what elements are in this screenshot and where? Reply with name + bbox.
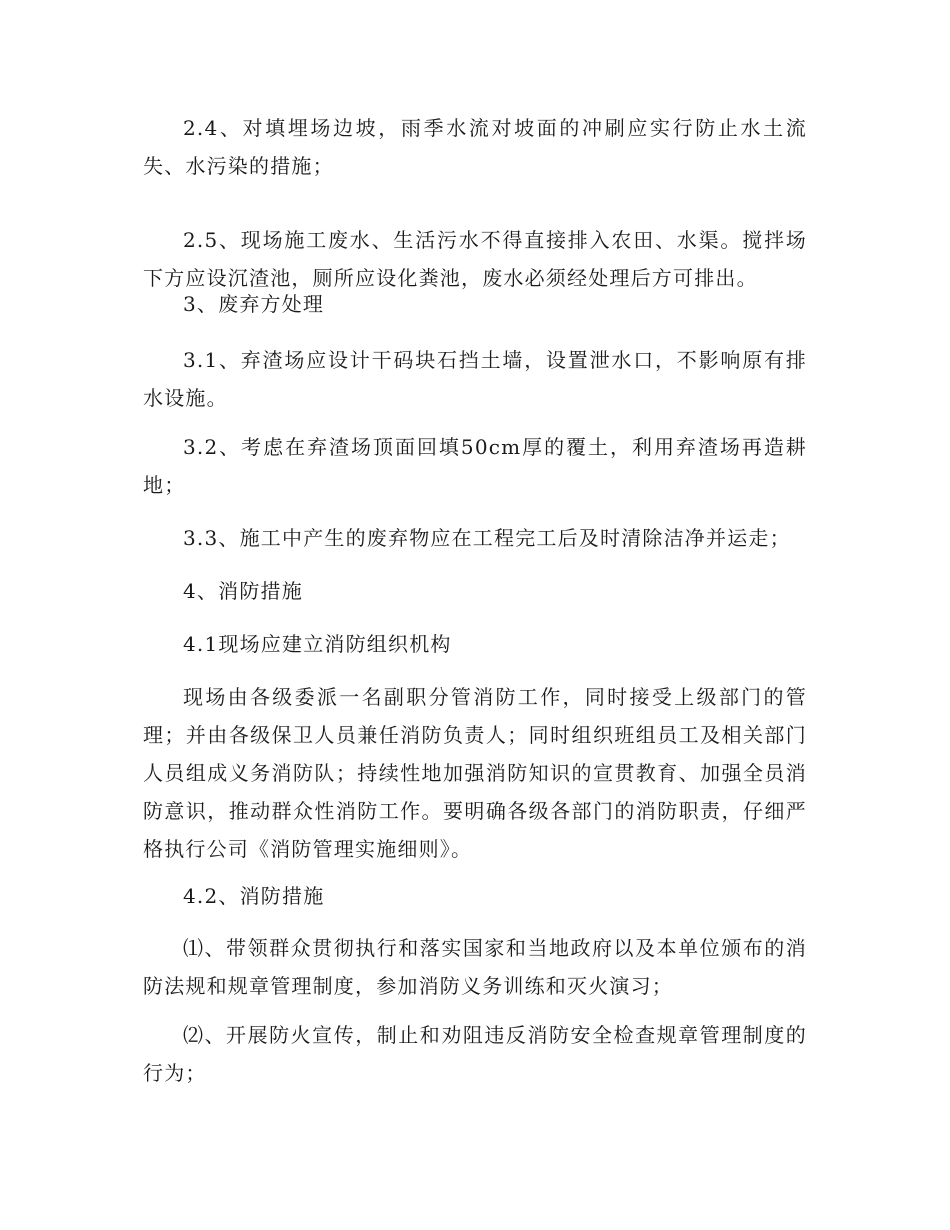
paragraph-3-1: 3.1、弃渣场应设计干码块石挡土墙，设置泄水口，不影响原有排水设施。 xyxy=(143,348,807,410)
paragraph-4-1-body: 现场由各级委派一名副职分管消防工作，同时接受上级部门的管理；并由各级保卫人员兼任消防负责人；同时组织班组员工及相关部门人员组成义务消防队；持续性地加强消防知识的宣贯教育、加强全员消防意识，推动群众性消防工作。要明确各级各部门的消防职责，仔细严格执行公司《消防管理实施细则》。 xyxy=(143,685,807,861)
heading-4: 4、消防措施 xyxy=(183,579,303,603)
paragraph-2-4: 2.4、对填埋场边坡，雨季水流对坡面的冲刷应实行防止水土流失、水污染的措施； xyxy=(143,116,807,178)
paragraph-item-1: ⑴、带领群众贯彻执行和落实国家和当地政府以及本单位颁布的消防法规和规章管理制度，参加消防义务训练和灭火演习； xyxy=(143,936,807,998)
paragraph-3-2: 3.2、考虑在弃渣场顶面回填50cm厚的覆土，利用弃渣场再造耕地； xyxy=(143,435,807,497)
paragraph-item-2: ⑵、开展防火宣传，制止和劝阻违反消防安全检查规章管理制度的行为； xyxy=(143,1023,807,1085)
heading-3: 3、废弃方处理 xyxy=(183,292,325,316)
heading-4-2: 4.2、消防措施 xyxy=(183,884,325,908)
heading-4-1: 4.1现场应建立消防组织机构 xyxy=(183,632,452,656)
paragraph-2-5: 2.5、现场施工废水、生活污水不得直接排入农田、水渠。搅拌场下方应设沉渣池，厕所应设化粪池，废水必须经处理后方可排出。 xyxy=(143,228,807,290)
paragraph-3-3: 3.3、施工中产生的废弃物应在工程完工后及时清除洁净并运走； xyxy=(183,526,791,550)
